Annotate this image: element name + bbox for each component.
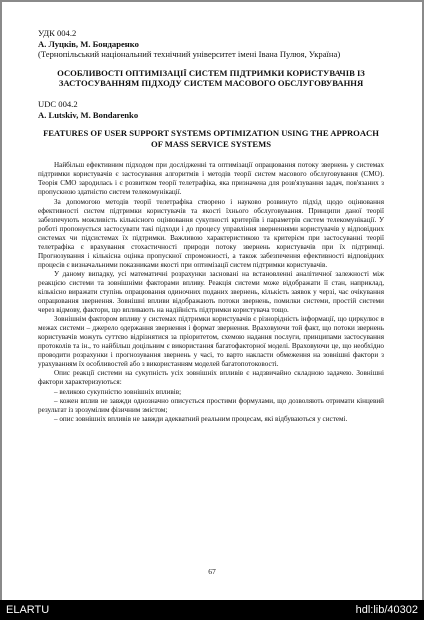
- authors-uk: А. Луцків, М. Бондаренко: [38, 38, 139, 49]
- list-item: – кожен вплив не завжди однозначно описується простими формулами, що дозволяють отримати кінцевий результат із зрозумілим фізичним змістом;: [38, 396, 384, 414]
- document-page: [2, 2, 422, 600]
- title-uk: ОСОБЛИВОСТІ ОПТИМІЗАЦІЇ СИСТЕМ ПІДТРИМКИ КОРИСТУВАЧІВ ІЗ ЗАСТОСУВАННЯМ ПІДХОДУ СИСТЕМ МАСОВОГО ОБСЛУГОВУВАННЯ: [57, 67, 365, 89]
- affiliation-uk: (Тернопільський національний технічний університет імені Івана Пулюя, Україна): [38, 49, 341, 60]
- page-number: 67: [208, 567, 216, 576]
- paragraph: У даному випадку, усі математичні розрахунки засновані на встановленні аналітичної залежності між реакцією системи та зовнішніми факторами впливу. Реакція системи може відображати її стан, наприклад, кількісно виражати ступінь опрацювання одиночних поданих звернень, кількість заявок у черзі, час очікування опрацювання звернення. Зовнішні впливи відображають потоки звернень, помилки системи, простій системи через відмову, фактори, що впливають на надійність підтримки користувача тощо.: [38, 269, 384, 315]
- title-en: FEATURES OF USER SUPPORT SYSTEMS OPTIMIZATION USING THE APPROACH OF MASS SERVICE SYSTEMS: [43, 128, 379, 149]
- list-item: – опис зовнішніх впливів не завжди адекватний реальним процесам, які відбуваються у системі.: [54, 414, 348, 423]
- paragraph: За допомогою методів теорії телетрафіка створено і науково розвинуто підхід щодо оцінювання ефективності систем підтримки користувачів та якості їхнього обслуговування. Принципи даної теорії забезпечують можливість кількісного оцінювання сукупності критеріїв і параметрів систем телекомунікації. У роботі пропонується застосувати такі підходи і до процесу управління зверненнями користувачів у відповідних системах чи підсистемах їх підтримки. Важливою характеристикою та критерієм при застосуванні теорії телетрафіка є врахування стохастичності природи потоку звернень користувачів при їх підтримці. Прогнозування і кількісна оцінка пропускної спроможності, а також забезпечення ефективності відповідних процесів є визначальними показниками якості при оптимізації систем підтримки користувачів.: [38, 197, 384, 269]
- udc-uk: УДК 004.2: [38, 28, 77, 38]
- footer-repository-label: ELARTU: [6, 604, 50, 616]
- udc-en: UDC 004.2: [38, 98, 78, 109]
- paragraph: Опис реакції системи на сукупність усіх зовнішніх впливів є надзвичайно складною задачею. Зовнішні фактори характеризуються:: [38, 369, 384, 387]
- footer-bar: [0, 600, 424, 620]
- footer-handle: hdl:lib/40302: [355, 604, 418, 616]
- body-text: [38, 161, 384, 423]
- list-item: – великою сукупністю зовнішніх впливів;: [54, 387, 182, 396]
- paragraph: Зовнішнім фактором впливу у системах підтримки користувачів є різнорідність інформації, що циркулює в межах системи – джерело одержання звернення і формат звернення. Враховуючи той факт, що потоки звернень користувачів можуть суттєво відрізнятися за пріоритетом, схемою надання послуги, принципами застосування протоколів та ін., то найбільш доцільним є використання багатофакторної моделі. Враховуючи це, що необхідно проводити розрахунки і прогнозування звернень у часі, то варто накласти обмеження на зовнішні фактори з урахуванням їх особливостей або з використанням моделей багатопотоковості.: [38, 315, 384, 369]
- authors-en: A. Lutskiv, M. Bondarenko: [38, 109, 139, 120]
- paragraph: Найбільш ефективним підходом при дослідженні та оптимізації опрацювання потоку звернень у системах підтримки користувачів є застосування алгоритмів і методів теорії систем масового обслуговування (СМО). Теорія СМО зародилась і є розвитком теорії телетрафіка, яка призначена для розв'язування задач, пов'язаних з пропускною здатністю систем телекомунікації.: [38, 161, 384, 197]
